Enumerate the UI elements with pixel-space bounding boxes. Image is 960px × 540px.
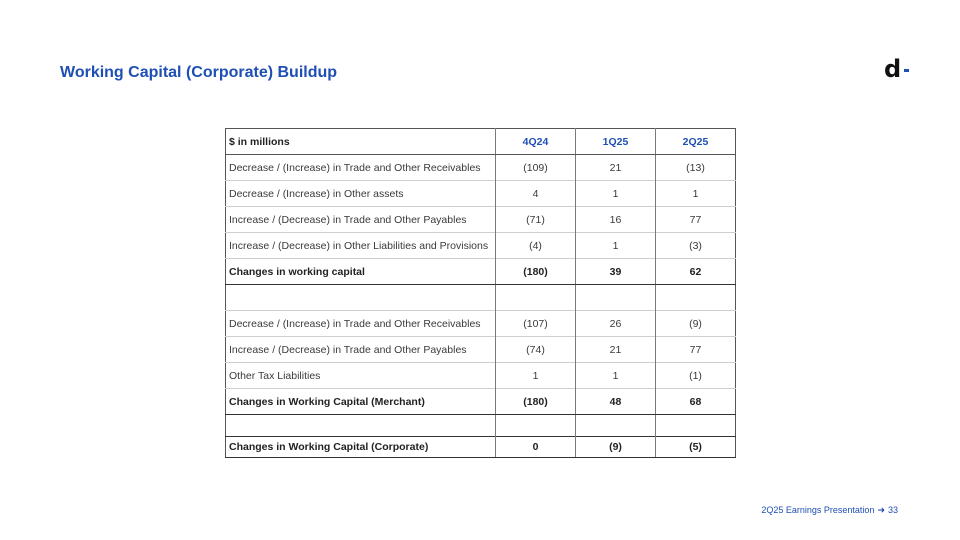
- empty-cell: [576, 415, 656, 437]
- cell-value: (3): [656, 233, 736, 259]
- cell-value: 21: [576, 337, 656, 363]
- row-label: Decrease / (Increase) in Other assets: [226, 181, 496, 207]
- empty-cell: [656, 285, 736, 311]
- cell-value: 21: [576, 155, 656, 181]
- cell-value: (109): [496, 155, 576, 181]
- page-number: 33: [887, 505, 898, 515]
- cell-value: (107): [496, 311, 576, 337]
- row-label: Decrease / (Increase) in Trade and Other Receivables: [226, 311, 496, 337]
- header-units: $ in millions: [226, 129, 496, 155]
- table-row: [226, 337, 736, 363]
- cell-value: 1: [576, 233, 656, 259]
- cell-value: 77: [656, 207, 736, 233]
- cell-value: 4: [496, 181, 576, 207]
- cell-value: 1: [576, 181, 656, 207]
- cell-value: 1: [656, 181, 736, 207]
- cell-value: 77: [656, 337, 736, 363]
- row-label: Changes in Working Capital (Corporate): [226, 437, 496, 458]
- cell-value: 68: [656, 389, 736, 415]
- empty-cell: [576, 285, 656, 311]
- cell-value: (180): [496, 389, 576, 415]
- cell-value: (9): [576, 437, 656, 458]
- empty-cell: [656, 415, 736, 437]
- cell-value: 16: [576, 207, 656, 233]
- table-row: [226, 233, 736, 259]
- header-col-1q25: 1Q25: [576, 129, 656, 155]
- cell-value: (13): [656, 155, 736, 181]
- cell-value: (4): [496, 233, 576, 259]
- cell-value: 1: [496, 363, 576, 389]
- logo-letter: d: [884, 55, 902, 83]
- logo-dot-icon: [904, 69, 909, 72]
- cell-value: (1): [656, 363, 736, 389]
- table-row: [226, 155, 736, 181]
- row-label: Decrease / (Increase) in Trade and Other Receivables: [226, 155, 496, 181]
- cell-value: 39: [576, 259, 656, 285]
- spacer-row: [226, 415, 736, 437]
- header-col-2q25: 2Q25: [656, 129, 736, 155]
- row-label: Increase / (Decrease) in Trade and Other Payables: [226, 337, 496, 363]
- cell-value: 0: [496, 437, 576, 458]
- cell-value: (180): [496, 259, 576, 285]
- row-label: Changes in working capital: [226, 259, 496, 285]
- table-row: [226, 363, 736, 389]
- company-logo: [884, 57, 914, 83]
- page-title: Working Capital (Corporate) Buildup: [60, 64, 338, 81]
- spacer-row: [226, 285, 736, 311]
- row-label: Changes in Working Capital (Merchant): [226, 389, 496, 415]
- row-label: Increase / (Decrease) in Other Liabilities and Provisions: [226, 233, 496, 259]
- arrow-right-icon: ➜: [877, 505, 885, 515]
- cell-value: (74): [496, 337, 576, 363]
- empty-cell: [226, 285, 496, 311]
- table-row: [226, 181, 736, 207]
- table-header-row: [226, 129, 736, 155]
- cell-value: 48: [576, 389, 656, 415]
- total-row-working-capital: [226, 259, 736, 285]
- footer-text: 2Q25 Earnings Presentation: [761, 505, 875, 515]
- cell-value: 1: [576, 363, 656, 389]
- header-col-4q24: 4Q24: [496, 129, 576, 155]
- cell-value: (9): [656, 311, 736, 337]
- table-row: [226, 207, 736, 233]
- cell-value: (5): [656, 437, 736, 458]
- working-capital-table: [225, 128, 736, 458]
- empty-cell: [496, 415, 576, 437]
- cell-value: (71): [496, 207, 576, 233]
- cell-value: 62: [656, 259, 736, 285]
- empty-cell: [496, 285, 576, 311]
- row-label: Increase / (Decrease) in Trade and Other Payables: [226, 207, 496, 233]
- total-row-corporate: [226, 437, 736, 458]
- table-row: [226, 311, 736, 337]
- empty-cell: [226, 415, 496, 437]
- row-label: Other Tax Liabilities: [226, 363, 496, 389]
- footer: [758, 505, 898, 516]
- cell-value: 26: [576, 311, 656, 337]
- total-row-merchant: [226, 389, 736, 415]
